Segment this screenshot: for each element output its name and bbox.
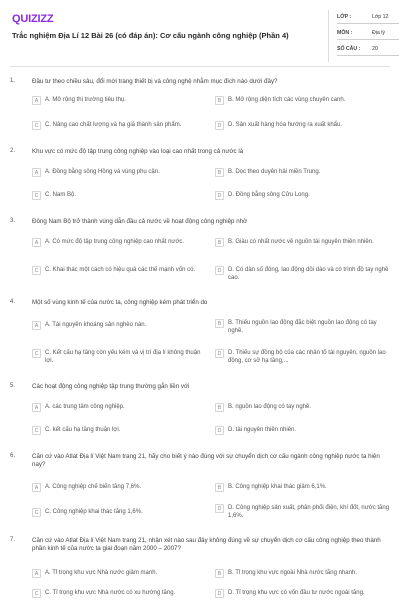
question-number: 3. (10, 218, 16, 224)
question-text: Đông Nam Bộ trở thành vùng dẫn đầu cả nước về hoạt động công nghiệp nhờ (32, 218, 248, 225)
option-text: C. kết cấu hạ tầng thuận lợi. (45, 427, 121, 433)
option-text: D. Đồng bằng sông Cửu Long. (228, 192, 310, 198)
meta-value: Lớp 12 (372, 14, 389, 20)
option-text: C. Nâng cao chất lượng và hạ giá thành sản phẩm. (45, 122, 182, 128)
option-letter-box: A (32, 483, 41, 492)
option-letter-box: A (32, 403, 41, 412)
option-text: A. Tài nguyên khoáng sản nghèo nàn. (45, 322, 147, 328)
option-letter-box: A (32, 238, 41, 247)
question-text: Đầu tư theo chiều sâu, đổi mới trang thiết bị và công nghệ nhằm mục đích nào dưới đây? (32, 78, 278, 85)
option-letter-box: C (32, 508, 41, 517)
page-header (10, 10, 390, 62)
option-letter-box: A (32, 321, 41, 330)
option-letter-box: D (215, 426, 224, 435)
option-letter-box: B (215, 319, 224, 328)
option-text: A. Công nghiệp chế biến tăng 7,6%. (45, 484, 142, 490)
option-letter-box: C (32, 349, 41, 358)
meta-value: 20 (372, 46, 378, 52)
option-text: C. Tỉ trọng khu vực Nhà nước có xu hướng tăng. (45, 590, 176, 596)
option-letter-box: B (215, 96, 224, 105)
option-text: B. Giàu có nhất nước về nguồn tài nguyên thiên nhiên. (228, 239, 374, 245)
option-text: B. Công nghiệp khai thác giảm 6,1%. (228, 484, 327, 490)
option-text: D. Công nghiệp sản xuất, phân phối điện, khí đốt, nước tăng 1,6%. (228, 505, 390, 519)
option-text: C. Công nghiệp khai thác tăng 1,6%. (45, 509, 143, 515)
question-number: 6. (10, 453, 16, 459)
option-text: A. các trung tâm công nghiệp. (45, 404, 125, 410)
header-divider (10, 66, 390, 67)
option-letter-box: C (32, 426, 41, 435)
option-text: A. Mở rộng thị trường tiêu thụ. (45, 97, 126, 103)
meta-underline (337, 23, 399, 24)
option-text: C. Khai thác một cách có hiệu quả các thế mạnh vốn có. (45, 267, 196, 273)
option-text: B. nguồn lao động có tay nghề. (228, 404, 312, 410)
option-letter-box: D (215, 349, 224, 358)
option-text: B. Tỉ trọng khu vực ngoài Nhà nước tăng nhanh. (228, 570, 357, 576)
question-text: Một số vùng kinh tế của nước ta, công nghiệp kém phát triển do (32, 299, 208, 306)
meta-row-class (337, 12, 399, 24)
option-letter-box: B (215, 403, 224, 412)
meta-value: Địa lý (372, 30, 385, 36)
page-title: Trắc nghiệm Địa Lí 12 Bài 26 (có đáp án): Cơ cấu ngành công nghiệp (Phần 4) (12, 31, 289, 40)
question-text: Căn cứ vào Atlat Địa lí Việt Nam trang 21, nhận xét nào sau đây không đúng về sự chuyển dịch cơ cấu công nghiệp theo thành phần kinh tế của nước ta giai đoạn năm 2000 – 2007? (32, 537, 381, 552)
option-letter-box: B (215, 483, 224, 492)
option-text: A. Tỉ trọng khu vực Nhà nước giảm mạnh. (45, 570, 158, 576)
option-letter-box: C (32, 266, 41, 275)
option-text: D. Có dân số đông, lao động dồi dào và có trình độ tay nghề cao. (228, 267, 389, 281)
option-letter-box: D (215, 121, 224, 130)
meta-underline (337, 55, 399, 56)
option-letter-box: C (32, 191, 41, 200)
question-text: Khu vực có mức độ tập trung công nghiệp vào loại cao nhất trong cả nước là (32, 148, 244, 155)
option-letter-box: A (32, 569, 41, 578)
meta-label: SỐ CÂU : (337, 46, 361, 52)
meta-label: LỚP : (337, 14, 352, 20)
option-text: B. Mở rộng diện tích các vùng chuyên canh. (228, 97, 346, 103)
option-letter-box: D (215, 589, 224, 598)
option-text: C. Nam Bộ. (45, 192, 77, 198)
question-number: 7. (10, 537, 16, 543)
quiz-meta-panel (328, 10, 398, 62)
option-letter-box: C (32, 121, 41, 130)
option-letter-box: D (215, 191, 224, 200)
question-number: 1. (10, 78, 16, 84)
question-number: 4. (10, 299, 16, 305)
option-text: D. Sản xuất hàng hóa hướng ra xuất khẩu. (228, 122, 343, 128)
option-letter-box: D (215, 504, 224, 513)
option-text: D. tài nguyên thiên nhiên. (228, 427, 297, 433)
option-letter-box: B (215, 168, 224, 177)
option-letter-box: B (215, 569, 224, 578)
option-letter-box: B (215, 238, 224, 247)
meta-row-subject (337, 28, 399, 40)
question-text: Căn cứ vào Atlat Địa lí Việt Nam trang 21, hãy cho biết ý nào đúng với sự chuyển dịch cơ cấu ngành công nghiệp nước ta hiện nay? (32, 453, 380, 468)
option-letter-box: A (32, 96, 41, 105)
meta-row-count (337, 44, 399, 56)
option-text: A. Có mức độ tập trung công nghiệp cao nhất nước. (45, 239, 185, 245)
meta-label: MÔN : (337, 30, 353, 36)
question-number: 5. (10, 383, 16, 389)
option-letter-box: A (32, 168, 41, 177)
option-text: A. Đồng bằng sông Hồng và vùng phụ cận. (45, 169, 160, 175)
option-text: C. Kết cấu hạ tầng còn yếu kém và vị trí địa lí không thuận lợi. (45, 350, 201, 364)
option-text: B. Thiếu nguồn lao động đặc biệt nguồn lao động có tay nghề. (228, 320, 377, 334)
meta-underline (337, 39, 399, 40)
option-text: D. Tỉ trọng khu vực có vốn đầu tư nước ngoài tăng. (228, 590, 365, 596)
option-text: B. Dọc theo duyên hải miền Trung. (228, 169, 321, 175)
question-number: 2. (10, 148, 16, 154)
option-letter-box: C (32, 589, 41, 598)
question-text: Các hoạt động công nghiệp tập trung thường gắn liền với (32, 383, 190, 390)
option-letter-box: D (215, 266, 224, 275)
quizizz-logo: QUIZIZZ (12, 13, 54, 25)
option-text: D. Thiếu sự đồng bộ của các nhân tố tài nguyên, nguồn lao động, cơ sở hạ tầng,... (228, 350, 386, 364)
